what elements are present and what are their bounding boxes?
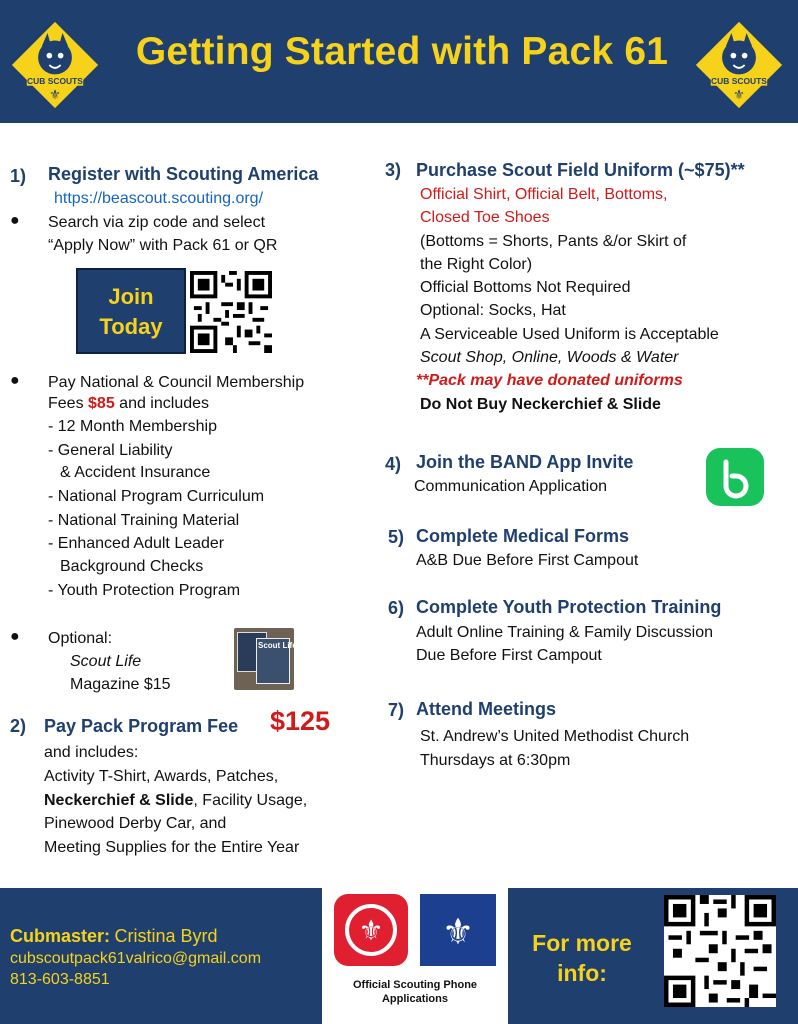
svg-text:⚜: ⚜ xyxy=(49,87,61,103)
fees-amount: $85 xyxy=(88,395,115,412)
neckerchief-bold: Neckerchief & Slide xyxy=(44,792,194,809)
step4-heading: Join the BAND App Invite xyxy=(416,452,634,472)
step2-line: Meeting Supplies for the Entire Year xyxy=(44,839,300,856)
svg-text:⚜: ⚜ xyxy=(358,914,384,947)
uniform-line: Optional: Socks, Hat xyxy=(420,302,566,319)
includes-item: - Enhanced Adult Leader xyxy=(48,535,225,552)
scoutbook-app-icon[interactable] xyxy=(420,894,496,966)
uniform-shops-line: Scout Shop, Online, Woods & Water xyxy=(420,349,679,366)
step2-line xyxy=(44,790,307,811)
step7-text: St. Andrew’s United Methodist Church xyxy=(420,728,690,745)
includes-item: Background Checks xyxy=(60,558,204,575)
cubmaster-name: Cristina Byrd xyxy=(114,926,218,946)
join-label-line2: Today xyxy=(99,314,163,339)
step5-number: 5) xyxy=(388,527,405,547)
step6-text: Adult Online Training & Family Discussion xyxy=(416,624,714,641)
uniform-line: Official Bottoms Not Required xyxy=(420,279,631,296)
step5-heading: Complete Medical Forms xyxy=(416,526,630,546)
step2-line: and includes: xyxy=(44,744,139,761)
step3-number: 3) xyxy=(385,160,402,180)
more-info-line1: For more xyxy=(532,930,632,956)
more-info-qr-code-icon[interactable] xyxy=(664,892,776,1010)
step7-heading: Attend Meetings xyxy=(416,699,557,719)
step2-number: 2) xyxy=(10,716,27,736)
uniform-required-line: Official Shirt, Official Belt, Bottoms, xyxy=(420,186,668,203)
cubmaster-label: Cubmaster: xyxy=(10,926,111,946)
pack-fee-amount: $125 xyxy=(270,706,331,736)
svg-text:CUB SCOUTS: CUB SCOUTS xyxy=(711,75,767,86)
step3-heading: Purchase Scout Field Uniform (~$75)** xyxy=(416,160,745,180)
optional-label: Optional: xyxy=(48,630,113,647)
step1-bullet1-line2: “Apply Now” with Pack 61 or QR xyxy=(48,237,278,254)
step1-heading: Register with Scouting America xyxy=(48,164,319,184)
scout-life-magazine-image xyxy=(234,628,297,690)
step2-line3-rest: , Facility Usage, xyxy=(193,792,308,809)
step6-text: Due Before First Campout xyxy=(416,647,602,664)
cub-scouts-logo-right xyxy=(692,18,786,112)
includes-item: - National Training Material xyxy=(48,512,240,529)
uniform-line: A Serviceable Used Uniform is Acceptable xyxy=(420,326,719,343)
donated-uniforms-note: **Pack may have donated uniforms xyxy=(416,372,683,389)
cubmaster-phone[interactable]: 813-603-8851 xyxy=(10,971,110,988)
svg-text:CUB SCOUTS: CUB SCOUTS xyxy=(27,75,83,86)
step6-heading: Complete Youth Protection Training xyxy=(416,597,722,617)
beascout-link[interactable]: https://beascout.scouting.org/ xyxy=(54,190,264,207)
svg-text:⚜: ⚜ xyxy=(441,912,475,953)
step7-number: 7) xyxy=(388,700,405,720)
no-neckerchief-note: Do Not Buy Neckerchief & Slide xyxy=(420,396,661,413)
cub-scouts-logo-left xyxy=(8,18,102,112)
step7-text: Thursdays at 6:30pm xyxy=(420,752,571,769)
includes-item: - 12 Month Membership xyxy=(48,418,217,435)
svg-text:⚜: ⚜ xyxy=(733,87,745,103)
step6-number: 6) xyxy=(388,598,405,618)
more-info-label xyxy=(514,928,650,988)
includes-item: - General Liability xyxy=(48,442,173,459)
join-label-line1: Join xyxy=(108,284,154,309)
uniform-line: the Right Color) xyxy=(420,256,533,273)
more-info-line2: info: xyxy=(557,960,607,986)
includes-item: & Accident Insurance xyxy=(60,464,211,481)
cubmaster-line xyxy=(10,926,218,947)
includes-item: - Youth Protection Program xyxy=(48,582,241,599)
join-qr-code-icon[interactable] xyxy=(190,270,272,354)
step2-line: Pinewood Derby Car, and xyxy=(44,815,227,832)
bullet-icon: ● xyxy=(10,212,20,229)
step1-number: 1) xyxy=(10,166,27,186)
join-today-button[interactable] xyxy=(76,268,186,354)
uniform-line: (Bottoms = Shorts, Pants &/or Skirt of xyxy=(420,233,687,250)
cubmaster-email[interactable]: cubscoutpack61valrico@gmail.com xyxy=(10,950,262,967)
page-title: Getting Started with Pack 61 xyxy=(135,30,669,73)
band-app-icon[interactable] xyxy=(706,448,764,506)
step2-line: Activity T-Shirt, Awards, Patches, xyxy=(44,768,279,785)
apps-caption: Official Scouting Phone Applications xyxy=(352,979,478,1005)
bullet-icon: ● xyxy=(10,372,20,389)
bullet-icon: ● xyxy=(10,628,20,645)
step1-bullet2-line1: Pay National & Council Membership xyxy=(48,374,305,391)
fees-suffix: and includes xyxy=(114,395,210,412)
magazine-cover-text: Scout Life xyxy=(258,641,297,650)
step4-number: 4) xyxy=(385,454,402,474)
scout-life-title: Scout Life xyxy=(70,653,142,670)
scout-life-price: Magazine $15 xyxy=(70,676,171,693)
uniform-required-line: Closed Toe Shoes xyxy=(420,209,550,226)
includes-item: - National Program Curriculum xyxy=(48,488,265,505)
fees-prefix: Fees xyxy=(48,395,89,412)
scouting-app-icon[interactable] xyxy=(334,894,408,966)
step2-heading: Pay Pack Program Fee xyxy=(44,716,239,736)
step4-text: Communication Application xyxy=(414,478,607,495)
step1-bullet1-line1: Search via zip code and select xyxy=(48,214,266,231)
step1-fees-line xyxy=(48,393,209,414)
step5-text: A&B Due Before First Campout xyxy=(416,552,639,569)
